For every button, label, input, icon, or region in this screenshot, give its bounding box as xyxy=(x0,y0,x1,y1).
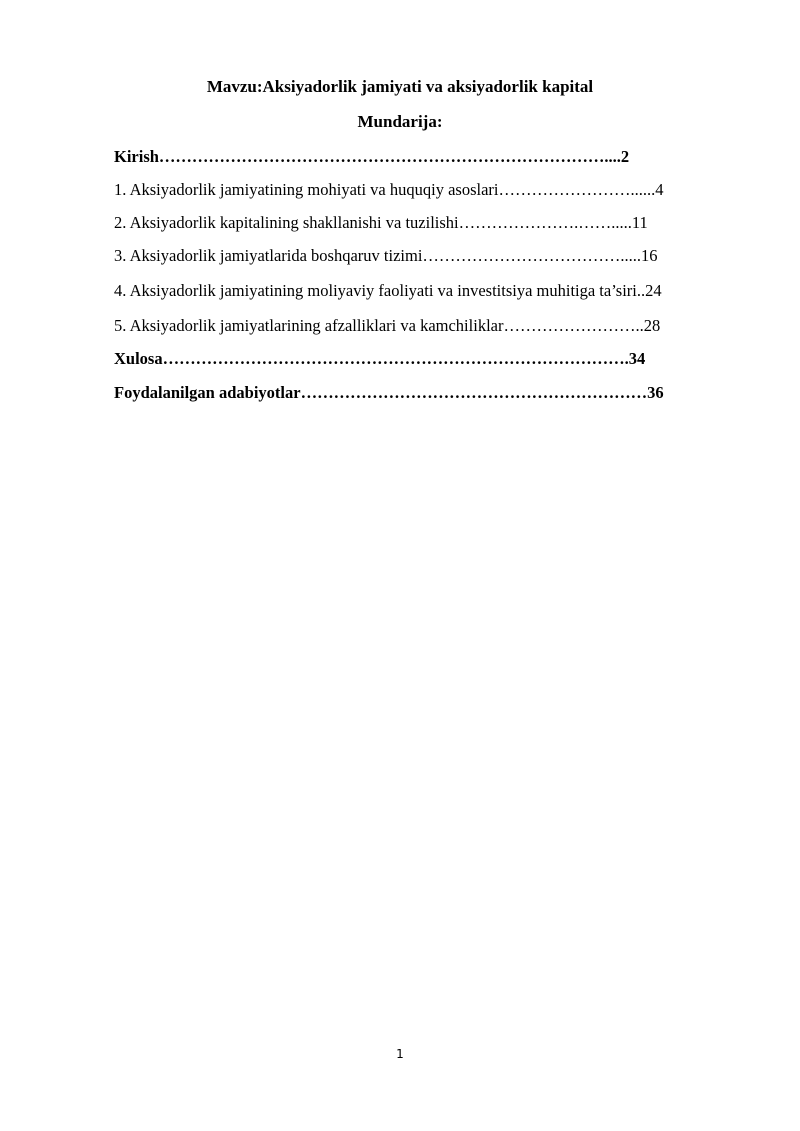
page-number: 1 xyxy=(396,1047,404,1061)
toc-item-chapter-2: 2. Aksiyadorlik kapitalining shakllanishi va tuzilishi………………….…….....11 xyxy=(114,213,648,232)
toc-item-chapter-1: 1. Aksiyadorlik jamiyatining mohiyati va huquqiy asoslari……………………......4 xyxy=(114,180,664,199)
toc-item-chapter-5: 5. Aksiyadorlik jamiyatlarining afzalliklari va kamchiliklar……………………..28 xyxy=(114,316,661,335)
toc-item-conclusion: Xulosa………………………………………………………………………….34 xyxy=(114,349,646,368)
toc-item-references: Foydalanilgan adabiyotlar………………………………………………………36 xyxy=(114,383,664,402)
toc-heading: Mundarija: xyxy=(357,112,443,131)
toc-item-chapter-4: 4. Aksiyadorlik jamiyatining moliyaviy faoliyati va investitsiya muhitiga ta’siri..24 xyxy=(114,281,662,300)
toc-item-chapter-3: 3. Aksiyadorlik jamiyatlarida boshqaruv tizimi……………………………….....16 xyxy=(114,246,658,265)
document-title: Mavzu:Aksiyadorlik jamiyati va aksiyadorlik kapital xyxy=(206,77,594,96)
toc-item-introduction: Kirish………………………………………………………………………....2 xyxy=(114,147,630,166)
